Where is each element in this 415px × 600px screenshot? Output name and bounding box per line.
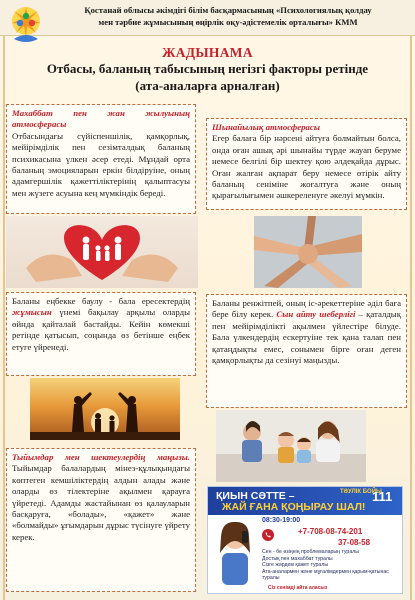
sincerity-atmosphere-box <box>206 118 407 210</box>
justice-box <box>206 294 407 408</box>
sincerity-text: Егер балаға бір нәрсені айтуға болмайтын болса, онда оған ашық әрі шынайы түрде жауап беруме немесе белгілі бір шектеу қою әлдеқайда дұрыс. Оған жалған ақпарат беру немесе өтірік айту баланың сеніміне жоғалтуға және оның қырағылығымен әшкереленуге әкелуі мүмкін. <box>212 133 401 201</box>
banner-topic: Ата-аналармен және мұғалімдермен қарым-қатынас туралы <box>262 568 389 582</box>
family-couch-icon <box>216 410 366 482</box>
labor-box <box>6 292 196 376</box>
page-title: ЖАДЫНАМА <box>162 45 253 60</box>
page-subtitle-1: Отбасы, баланың табысының негізгі факторы ретінде <box>46 61 369 76</box>
justice-highlight: Сын айту шеберлігі <box>276 309 356 320</box>
limits-heading: Тыйымдар мен шектеулердің маңызы. <box>12 452 190 462</box>
banner-header <box>208 487 403 515</box>
limits-text: Тыйымдар балалардың мінез-құлықындағы көптеген кемшіліктердің алдын алады және оларды өз тілектеріне ақылмен қарауға үйретеді. Адамды жастайынан өз қалауларын басқаруға, «болады», «қажет» және «болмайды» ұғымдарын дұрыс түсінуге үйрету керек. <box>12 463 190 542</box>
love-heading: Махаббат пен жан жылуының атмосферасы <box>12 108 190 130</box>
justice-text-pre: Баланы ренжітпей, оның іс-әрекеттеріне әділ баға бере білу керек. <box>212 298 401 320</box>
banner-line-1: ҚИЫН СӘТТЕ – <box>216 490 295 502</box>
page-subtitle-2: (ата-аналарға арналған) <box>135 78 280 93</box>
family-heart-photo <box>6 216 198 288</box>
banner-footer: Сіз сенімді айта аласыз <box>268 585 328 591</box>
limits-box <box>6 448 196 592</box>
love-atmosphere-box <box>6 104 196 214</box>
labor-text-pre: Баланы еңбекке баулу - бала ересектердің <box>12 296 190 306</box>
family-silhouette-icon <box>30 378 180 440</box>
banner-line-2: ЖАЙ ҒАНА ҚОҢЫРАУ ШАЛ! <box>222 501 366 513</box>
sincerity-heading: Шынайылық атмосферасы <box>212 122 320 132</box>
banner-phone-2[interactable]: 37-08-58 <box>338 538 371 547</box>
helpline-number: 111 <box>372 489 393 504</box>
banner-topic: Сен - бе өзіңнің проблемаларың туралы <box>262 549 359 555</box>
family-couch-photo <box>216 410 366 482</box>
girl-with-phone-icon <box>212 519 258 585</box>
labor-text-post: үнемі бақылау арқылы оларды өйнда қайталай бастайды. Кейін көмекші ретінде қатысып, соңында өз бетінше еңбек етуге үйренеді. <box>12 307 190 352</box>
banner-topics-list <box>262 549 402 582</box>
helpline-banner <box>207 486 403 594</box>
stacked-hands-icon <box>254 216 362 288</box>
justice-text-post: – қаталдық пен мейірімділікті ақылмен үйлестіре білуде. Бала үлкендердің ескертуіне тек қана талап пен қатаңдықты емес, сонымен бірге оған деген қамқорлықты да сезінуі маңызды. <box>212 309 401 366</box>
banner-hours: 08:30-19:00 <box>262 517 301 524</box>
banner-phone-1[interactable]: +7-708-08-74-201 <box>298 527 363 536</box>
header-bar <box>0 0 415 36</box>
sunset-family-photo <box>30 378 180 440</box>
banner-tag: ТӘУЛІК БОЙЫ <box>340 489 382 495</box>
family-heart-icon <box>6 216 198 288</box>
labor-highlight: жұмысын <box>12 307 52 318</box>
stacked-hands-photo <box>254 216 362 288</box>
header-line-1: Қостанай облысы әкімдігі білім басқармасының «Психологиялық қолдау <box>84 5 372 15</box>
phone-icon <box>262 529 274 541</box>
center-logo-icon <box>6 1 46 47</box>
love-text: Отбасындағы сүйіспеншілік, қамқорлық, мейірімділік пен сезімталдық баланың психикасына үлкен әсер етеді. Мұндай орта баланың эмоцияларын еркін білдіруіне, оның адамгершілік қажеттіліктерінің қалыптасуы мен жүзеге асуына кең мүмкіндік береді. <box>12 130 190 198</box>
banner-topic: Достық пен махаббат туралы <box>262 555 333 562</box>
banner-topic: Сізге жәрдем қажет туралы <box>262 562 329 569</box>
header-line-2: мен тәрбие жұмысының өңірлік оқу-әдістемелік орталығы» КММ <box>98 17 358 27</box>
